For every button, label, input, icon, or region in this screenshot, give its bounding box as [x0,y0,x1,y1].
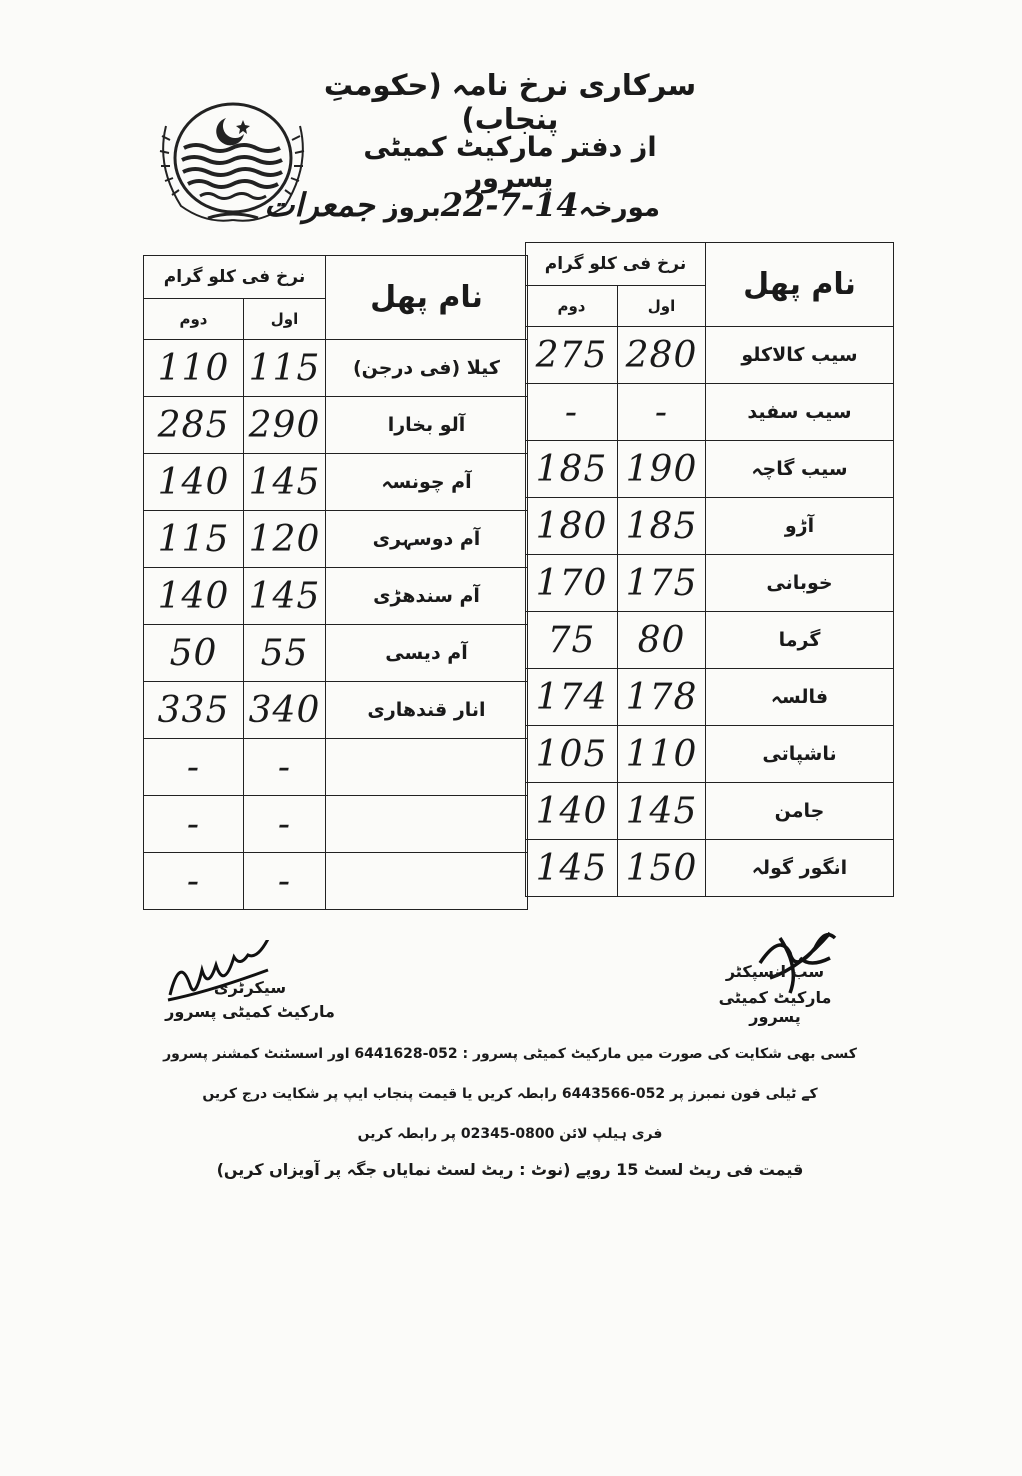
date-label: مورخہ [578,193,660,223]
fruit-name: سیب کالاکلو [706,327,894,384]
first-grade-price: 115 [244,340,326,397]
fruit-name: آم دوسہری [326,511,528,568]
complaint-note-line2: کے ٹیلی فون نمبرز پر 052-6443566 رابطہ کریں یا قیمت پنجاب ایپ پر شکایت درج کریں [202,1086,818,1102]
table-row [526,327,894,384]
table-row [526,384,894,441]
second-grade-price: 140 [144,568,244,625]
fruit-name: جامن [706,783,894,840]
fruit-name: آم سندھڑی [326,568,528,625]
first-grade-price: 178 [618,669,706,726]
fruit-name: سیب سفید [706,384,894,441]
fruit-name: ناشپاتی [706,726,894,783]
first-grade-price: 110 [618,726,706,783]
first-grade-price: 280 [618,327,706,384]
first-grade-price: 145 [618,783,706,840]
table-row [144,682,528,739]
inspector-org: مارکیٹ کمیٹی پسرور [718,988,832,1026]
first-grade-price: - [244,853,326,910]
fruit-name: آم دیسی [326,625,528,682]
first-grade-header: اول [244,299,326,340]
fruit-name-header: نام پھل [326,256,528,340]
secretary-signature [160,940,280,1010]
table-row [144,625,528,682]
page-title: سرکاری نرخ نامہ (حکومتِ پنجاب) [323,68,697,136]
table-row [526,840,894,897]
fruit-name: آڑو [706,498,894,555]
second-grade-price: 285 [144,397,244,454]
table-row [526,783,894,840]
fruit-name: آلو بخارا [326,397,528,454]
fruit-name: انگور گولہ [706,840,894,897]
second-grade-price: 180 [526,498,618,555]
table-row [526,726,894,783]
second-grade-price: - [144,796,244,853]
table-row [144,511,528,568]
date-line [264,186,660,224]
table-row [144,853,528,910]
right-rate-table [525,242,894,897]
table-row [526,669,894,726]
fruit-name: گرما [706,612,894,669]
second-grade-header: دوم [144,299,244,340]
table-row [144,454,528,511]
fruit-name [326,796,528,853]
table-row [144,568,528,625]
second-grade-price: 174 [526,669,618,726]
second-grade-price: 140 [144,454,244,511]
second-grade-price: 50 [144,625,244,682]
table-row [144,397,528,454]
second-grade-price: 105 [526,726,618,783]
right-table-body [526,327,894,897]
left-table-body [144,340,528,910]
first-grade-price: - [244,739,326,796]
fruit-name: خوبانی [706,555,894,612]
table-row [526,612,894,669]
first-grade-price: - [244,796,326,853]
rate-header: نرخ فی کلو گرام [144,256,326,299]
second-grade-price: - [144,853,244,910]
second-grade-price: 170 [526,555,618,612]
left-rate-table [143,255,528,910]
table-row [144,796,528,853]
second-grade-price: - [144,739,244,796]
secretary-title: سیکرٹری [213,978,287,997]
table-row [144,739,528,796]
second-grade-price: 275 [526,327,618,384]
first-grade-price: 175 [618,555,706,612]
first-grade-price: 145 [244,454,326,511]
table-row [526,498,894,555]
day-label: بروز [383,193,441,223]
second-grade-header: دوم [526,286,618,327]
second-grade-price: 115 [144,511,244,568]
day-value: جمعرات [264,186,375,224]
table-row [526,555,894,612]
first-grade-price: 185 [618,498,706,555]
date-value: 14-7-22 [440,186,579,224]
first-grade-header: اول [618,286,706,327]
first-grade-price: - [618,384,706,441]
first-grade-price: 80 [618,612,706,669]
first-grade-price: 145 [244,568,326,625]
complaint-note-line1: کسی بھی شکایت کی صورت میں مارکیٹ کمیٹی پسرور : 052-6441628 اور اسسٹنٹ کمشنر پسرور [163,1046,857,1062]
fruit-name [326,853,528,910]
secretary-org: مارکیٹ کمیٹی پسرور [165,1002,335,1021]
helpline-note: فری ہیلپ لائن 0800-02345 پر رابطہ کریں [357,1126,663,1142]
fruit-name-header: نام پھل [706,243,894,327]
second-grade-price: 145 [526,840,618,897]
fruit-name: فالسہ [706,669,894,726]
second-grade-price: 140 [526,783,618,840]
inspector-title: سب انسپکٹر [725,962,825,981]
fruit-name: آم چونسہ [326,454,528,511]
second-grade-price: - [526,384,618,441]
first-grade-price: 190 [618,441,706,498]
fruit-name: سیب گاچہ [706,441,894,498]
second-grade-price: 75 [526,612,618,669]
second-grade-price: 335 [144,682,244,739]
first-grade-price: 55 [244,625,326,682]
first-grade-price: 150 [618,840,706,897]
table-row [526,441,894,498]
fruit-name [326,739,528,796]
table-row [144,340,528,397]
second-grade-price: 185 [526,441,618,498]
second-grade-price: 110 [144,340,244,397]
first-grade-price: 120 [244,511,326,568]
first-grade-price: 290 [244,397,326,454]
rate-header: نرخ فی کلو گرام [526,243,706,286]
first-grade-price: 340 [244,682,326,739]
fruit-name: انار قندھاری [326,682,528,739]
fruit-name: کیلا (فی درجن) [326,340,528,397]
price-note: قیمت فی ریٹ لسٹ 15 روپے (نوٹ : ریٹ لسٹ نمایاں جگہ پر آویزاں کریں) [216,1160,804,1179]
office-subtitle: از دفتر مارکیٹ کمیٹی پسرور [363,132,657,194]
